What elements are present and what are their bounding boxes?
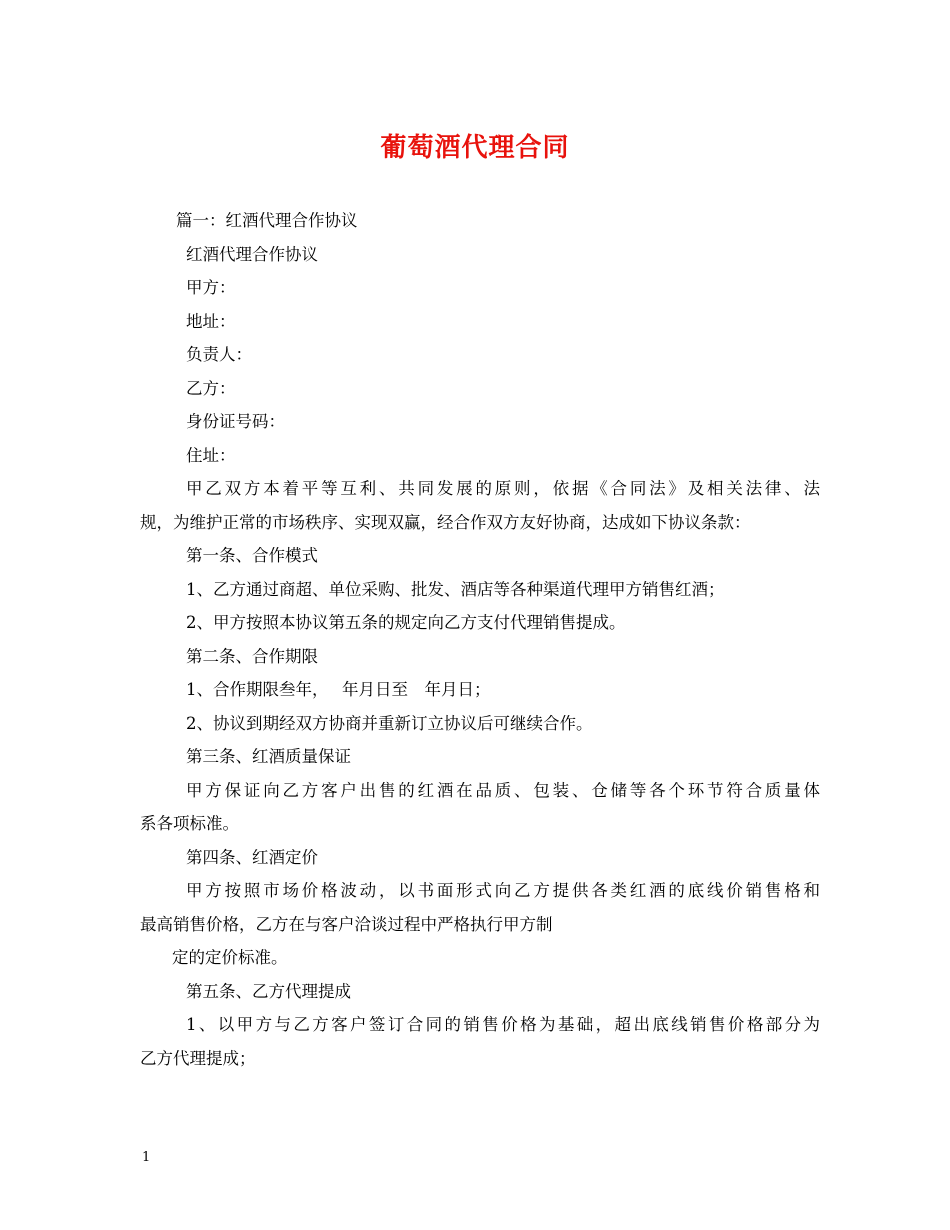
article-heading: 第二条、合作期限: [186, 646, 318, 666]
paragraph-line: 系各项标准。: [140, 814, 239, 833]
clause-line: 2、甲方按照本协议第五条的规定向乙方支付代理销售提成。: [186, 613, 626, 632]
article-heading: 第五条、乙方代理提成: [186, 981, 351, 1001]
clause-line: 乙方代理提成；: [140, 1048, 256, 1068]
party-a-label: 甲方：: [186, 278, 236, 297]
paragraph-line: 甲方按照市场价格波动，以书面形式向乙方提供各类红酒的底线价销售格和: [186, 881, 820, 900]
article-heading: 第一条、合作模式: [186, 546, 318, 565]
section-heading: 篇一：红酒代理合作协议: [176, 211, 358, 230]
paragraph-line: 规，为维护正常的市场秩序、实现双赢，经合作双方友好协商，达成如下协议条款：: [140, 512, 751, 532]
document-body: [140, 204, 820, 1075]
residence-label: 住址：: [186, 445, 236, 465]
agreement-title: 红酒代理合作协议: [186, 244, 318, 264]
clause-line: 1、乙方通过商超、单位采购、批发、酒店等各种渠道代理甲方销售红酒；: [186, 579, 725, 599]
clause-line: 2、协议到期经双方协商并重新订立协议后可继续合作。: [186, 713, 593, 733]
address-label: 地址：: [186, 311, 236, 331]
clause-line: 1、以甲方与乙方客户签订合同的销售价格为基础，超出底线销售价格部分为: [186, 1015, 820, 1034]
paragraph-line: 最高销售价格，乙方在与客户洽谈过程中严格执行甲方制: [140, 914, 553, 934]
paragraph-line: 甲方保证向乙方客户出售的红酒在品质、包装、仓储等各个环节符合质量体: [186, 780, 820, 800]
paragraph-line: 甲乙双方本着平等互利、共同发展的原则，依据《合同法》及相关法律、法: [186, 479, 820, 498]
id-number-label: 身份证号码：: [186, 412, 285, 431]
document-title: 葡萄酒代理合同: [380, 133, 570, 163]
responsible-person-label: 负责人：: [186, 345, 252, 364]
party-b-label: 乙方：: [186, 378, 236, 398]
article-heading: 第四条、红酒定价: [186, 847, 318, 867]
page-number: 1: [142, 1150, 151, 1165]
clause-line: 1、合作期限叁年， 年月日至 年月日；: [186, 680, 491, 699]
paragraph-line: 定的定价标准。: [172, 948, 288, 967]
article-heading: 第三条、红酒质量保证: [186, 747, 351, 766]
